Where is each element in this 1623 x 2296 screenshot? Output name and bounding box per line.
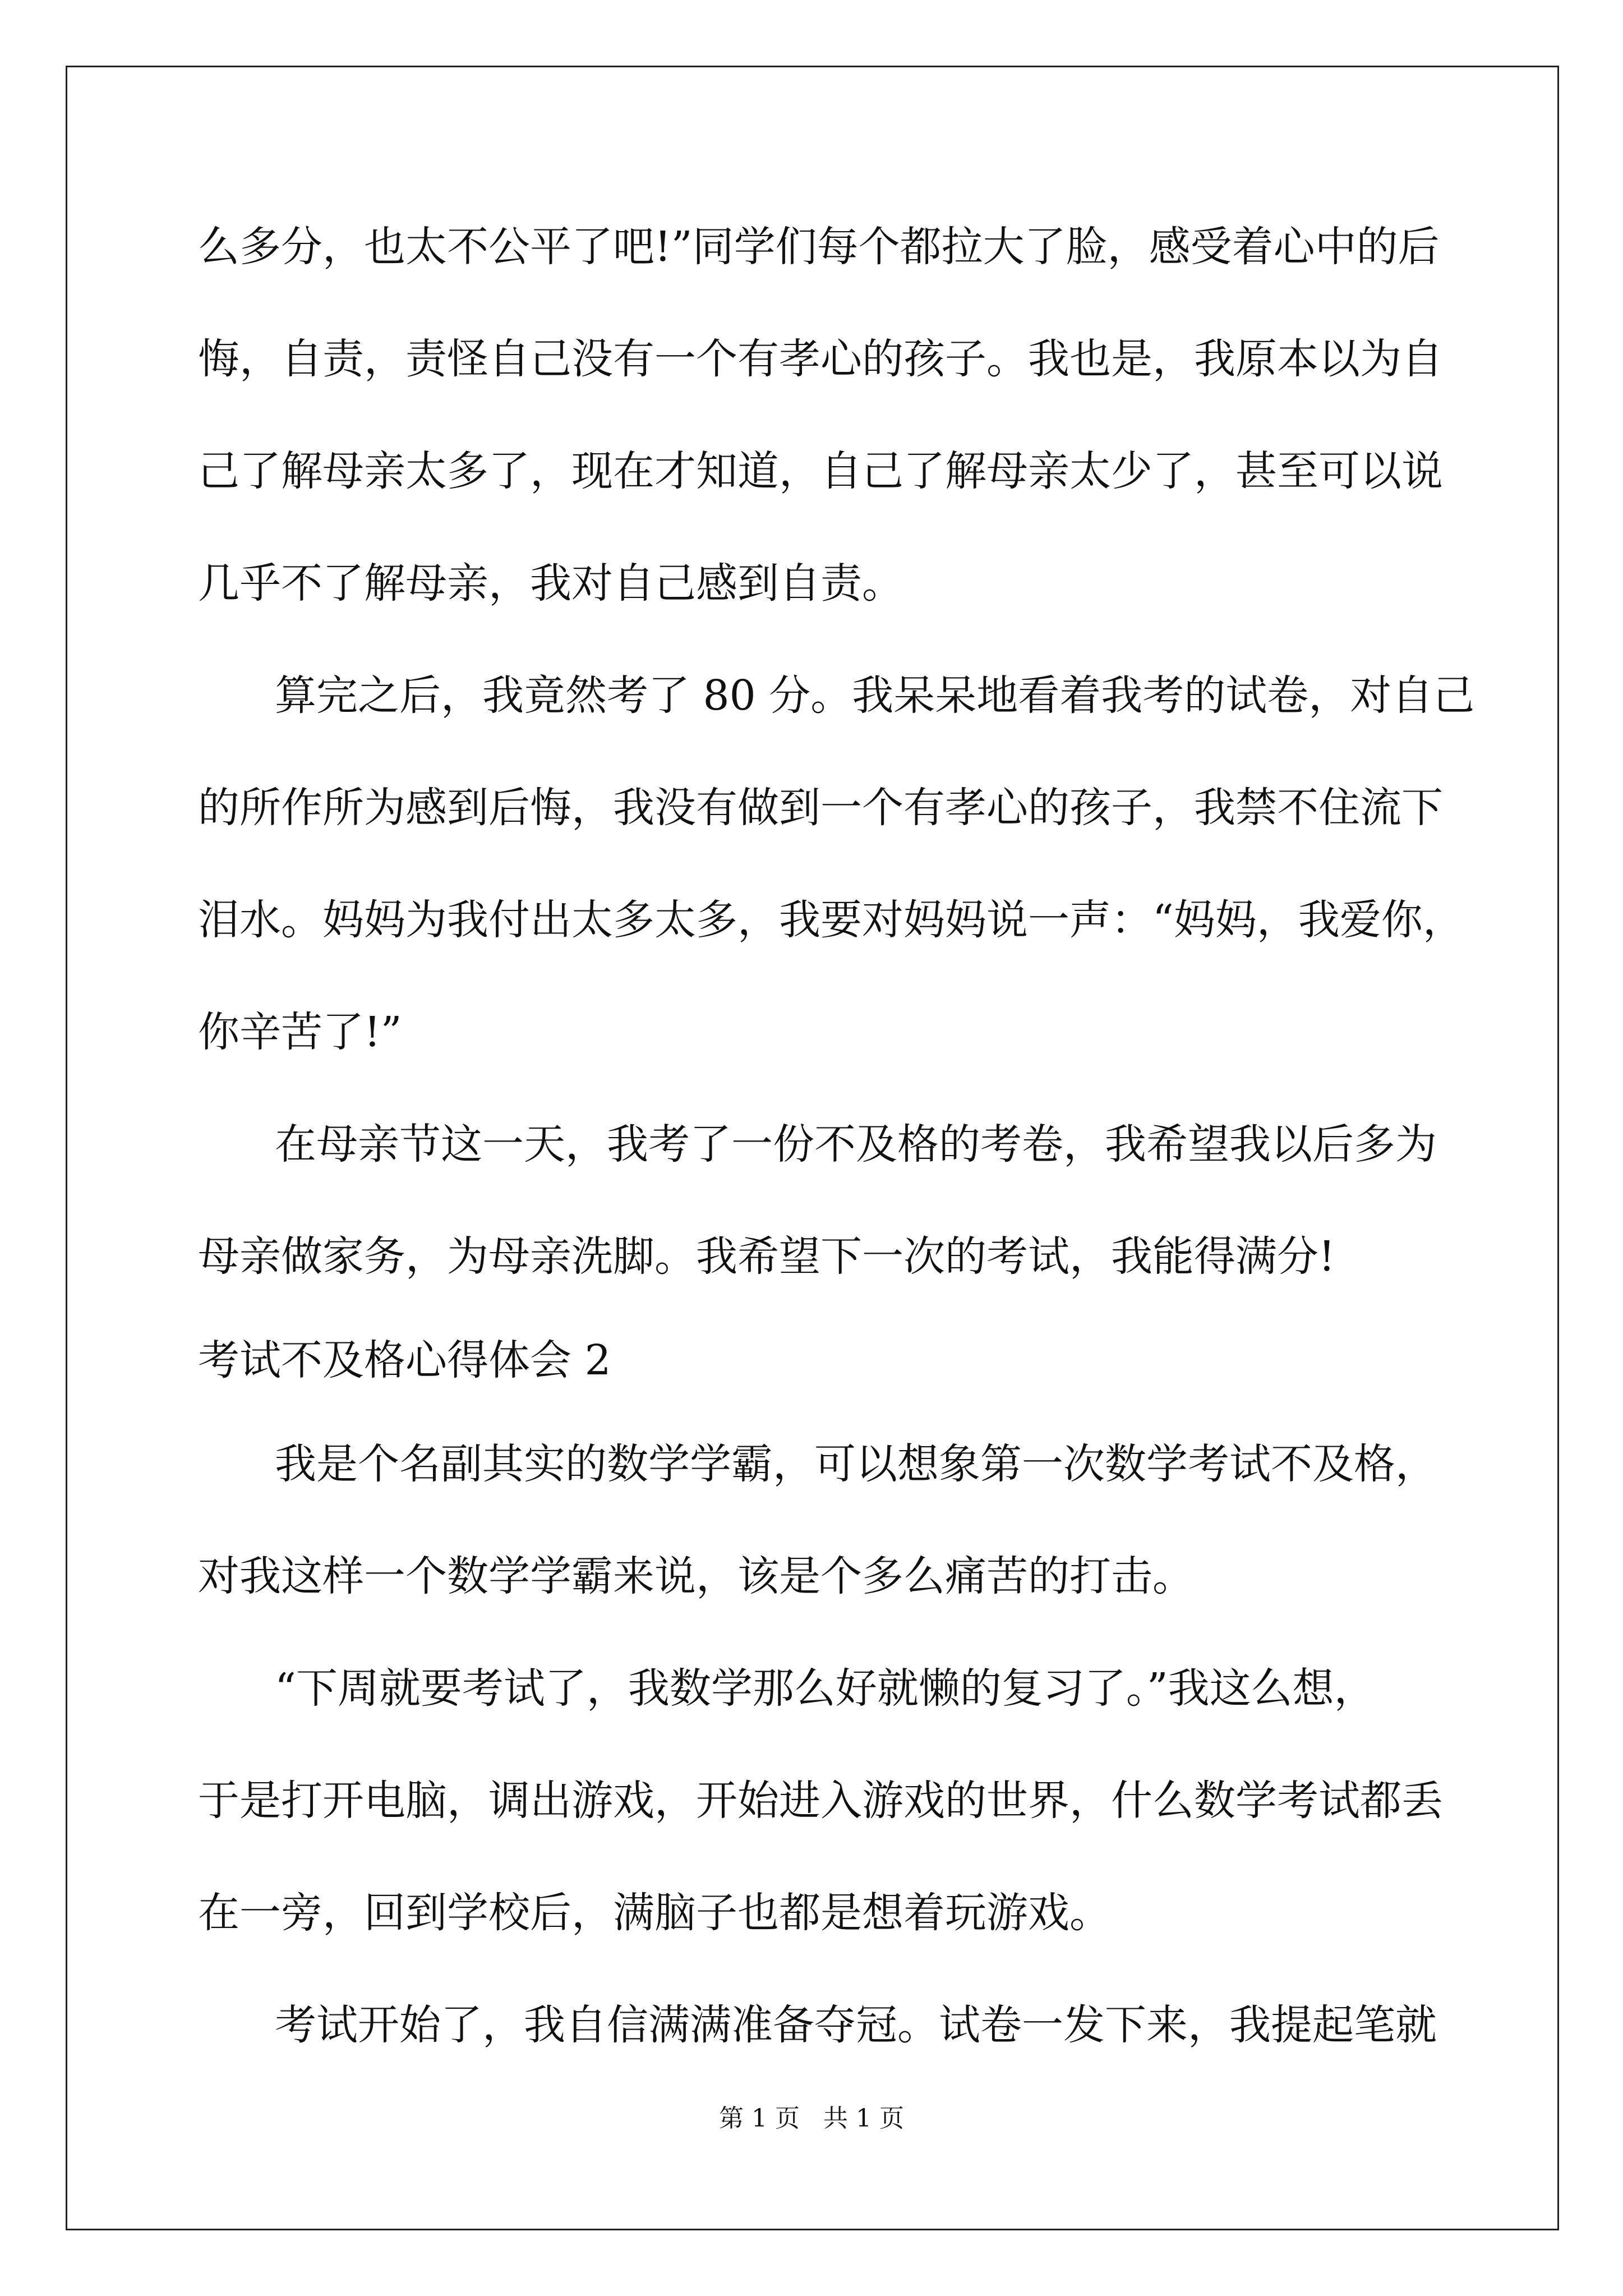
text-line: 我是个名副其实的数学学霸，可以想象第一次数学考试不及格，: [275, 1440, 1437, 1488]
page-number-footer: 第 1 页 共 1 页: [719, 2104, 904, 2133]
text-line: 对我这样一个数学学霸来说，该是个多么痛苦的打击。: [198, 1552, 1194, 1600]
text-line: 么多分，也太不公平了吧!”同学们每个都拉大了脸，感受着心中的后: [198, 223, 1440, 271]
text-line: 考试开始了，我自信满满准备夺冠。试卷一发下来，我提起笔就: [275, 2001, 1437, 2049]
section-heading: 考试不及格心得体会 2: [198, 1336, 611, 1384]
text-line: 的所作所为感到后悔，我没有做到一个有孝心的孩子，我禁不住流下: [198, 784, 1443, 832]
text-line: 在母亲节这一天，我考了一份不及格的考卷，我希望我以后多为: [275, 1120, 1437, 1168]
text-line: 你辛苦了!”: [198, 1008, 402, 1056]
text-line: “下周就要考试了，我数学那么好就懒的复习了。”我这么想，: [275, 1664, 1376, 1713]
text-line: 几乎不了解母亲，我对自己感到自责。: [198, 559, 903, 608]
text-line: 在一旁，回到学校后，满脑子也都是想着玩游戏。: [198, 1889, 1111, 1937]
text-line: 于是打开电脑，调出游戏，开始进入游戏的世界，什么数学考试都丢: [198, 1777, 1443, 1825]
text-line: 算完之后，我竟然考了 80 分。我呆呆地看着我考的试卷，对自己: [275, 671, 1475, 720]
text-line: 悔，自责，责怪自己没有一个有孝心的孩子。我也是，我原本以为自: [198, 335, 1443, 383]
text-line: 母亲做家务，为母亲洗脚。我希望下一次的考试，我能得满分!: [198, 1232, 1335, 1281]
text-line: 泪水。妈妈为我付出太多太多，我要对妈妈说一声：“妈妈，我爱你，: [198, 896, 1464, 944]
text-line: 己了解母亲太多了，现在才知道，自己了解母亲太少了，甚至可以说: [198, 447, 1443, 495]
